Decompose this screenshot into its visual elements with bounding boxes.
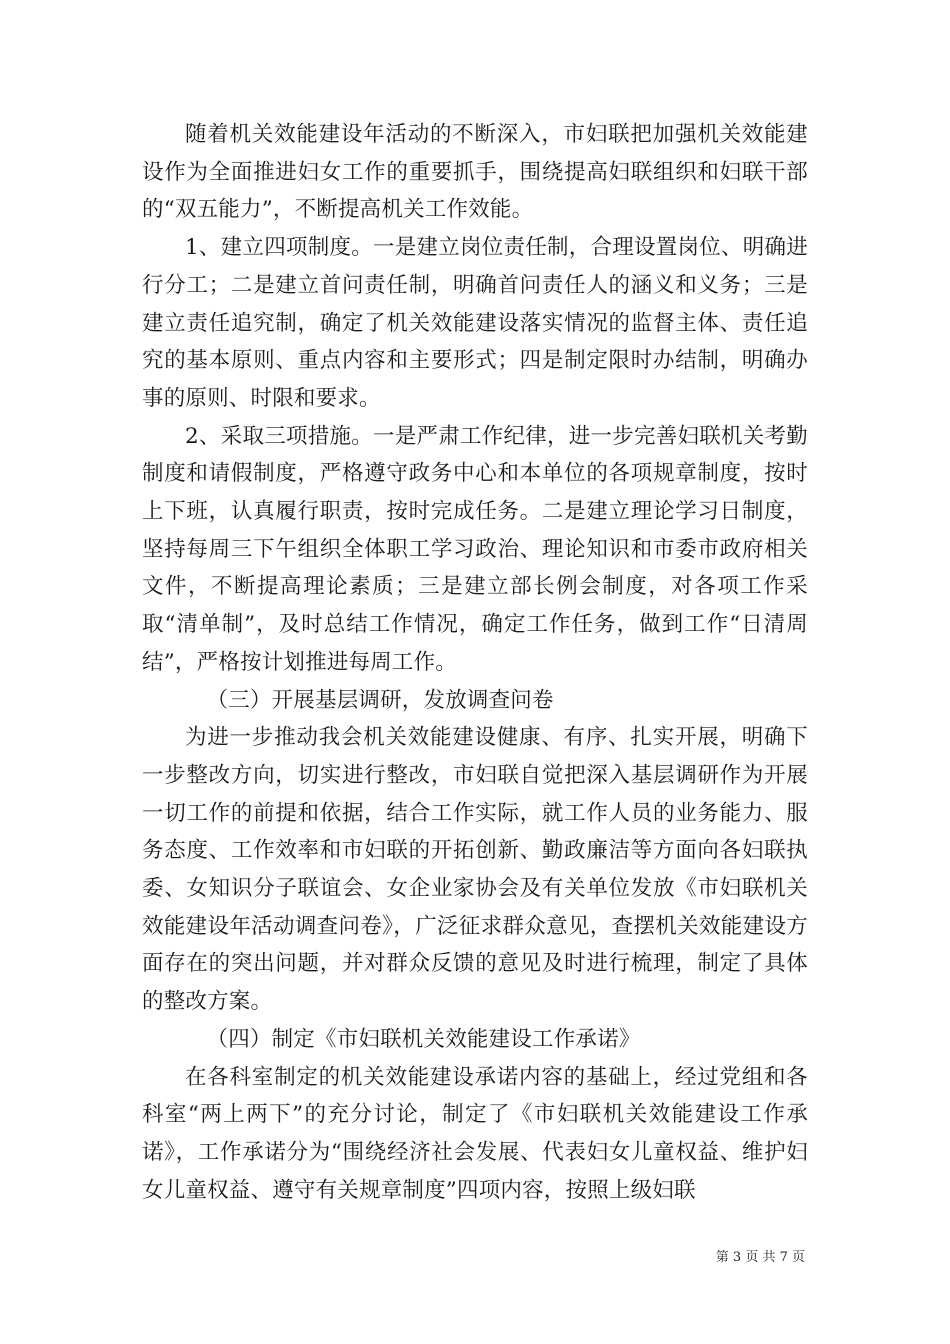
page-number: 第 3 页 共 7 页 xyxy=(715,1250,805,1265)
paragraph-three-measures: 2、采取三项措施。一是严肃工作纪律，进一步完善妇联机关考勤制度和请假制度，严格遵守政务中心和本单位的各项规章制度，按时上下班，认真履行职责，按时完成任务。二是建立理论学习日制度，坚持每周三下午组织全体职工学习政治、理论知识和市委市政府相关文件，不断提高理论素质；三是建立部长例会制度，对各项工作采取“清单制”，及时总结工作情况，确定工作任务，做到工作“日清周结”，严格按计划推进每周工作。 xyxy=(142,423,808,675)
paragraph-survey: 为进一步推动我会机关效能建设健康、有序、扎实开展，明确下一步整改方向，切实进行整改，市妇联自觉把深入基层调研作为开展一切工作的前提和依据，结合工作实际，就工作人员的业务能力、服务态度、工作效率和市妇联的开拓创新、勤政廉洁等方面向各妇联执委、女知识分子联谊会、女企业家协会及有关单位发放《市妇联机关效能建设年活动调查问卷》，广泛征求群众意见，查摆机关效能建设方面存在的突出问题，并对群众反馈的意见及时进行梳理，制定了具体的整改方案。 xyxy=(142,725,808,1015)
paragraph-intro: 随着机关效能建设年活动的不断深入，市妇联把加强机关效能建设作为全面推进妇女工作的重要抓手，围绕提高妇联组织和妇联干部的“双五能力”，不断提高机关工作效能。 xyxy=(142,122,808,223)
section-heading-4: （四）制定《市妇联机关效能建设工作承诺》 xyxy=(206,1026,641,1052)
document-body xyxy=(142,116,808,1209)
section-heading-3: （三）开展基层调研，发放调查问卷 xyxy=(206,687,554,713)
paragraph-four-systems: 1、建立四项制度。一是建立岗位责任制，合理设置岗位、明确进行分工；二是建立首问责任制，明确首问责任人的涵义和义务；三是建立责任追究制，确定了机关效能建设落实情况的监督主体、责任追究的基本原则、重点内容和主要形式；四是制定限时办结制，明确办事的原则、时限和要求。 xyxy=(142,235,808,411)
paragraph-commitment: 在各科室制定的机关效能建设承诺内容的基础上，经过党组和各科室“两上两下”的充分讨论，制定了《市妇联机关效能建设工作承诺》，工作承诺分为“围绕经济社会发展、代表妇女儿童权益、维护妇女儿童权益、遵守有关规章制度”四项内容，按照上级妇联 xyxy=(142,1064,808,1203)
